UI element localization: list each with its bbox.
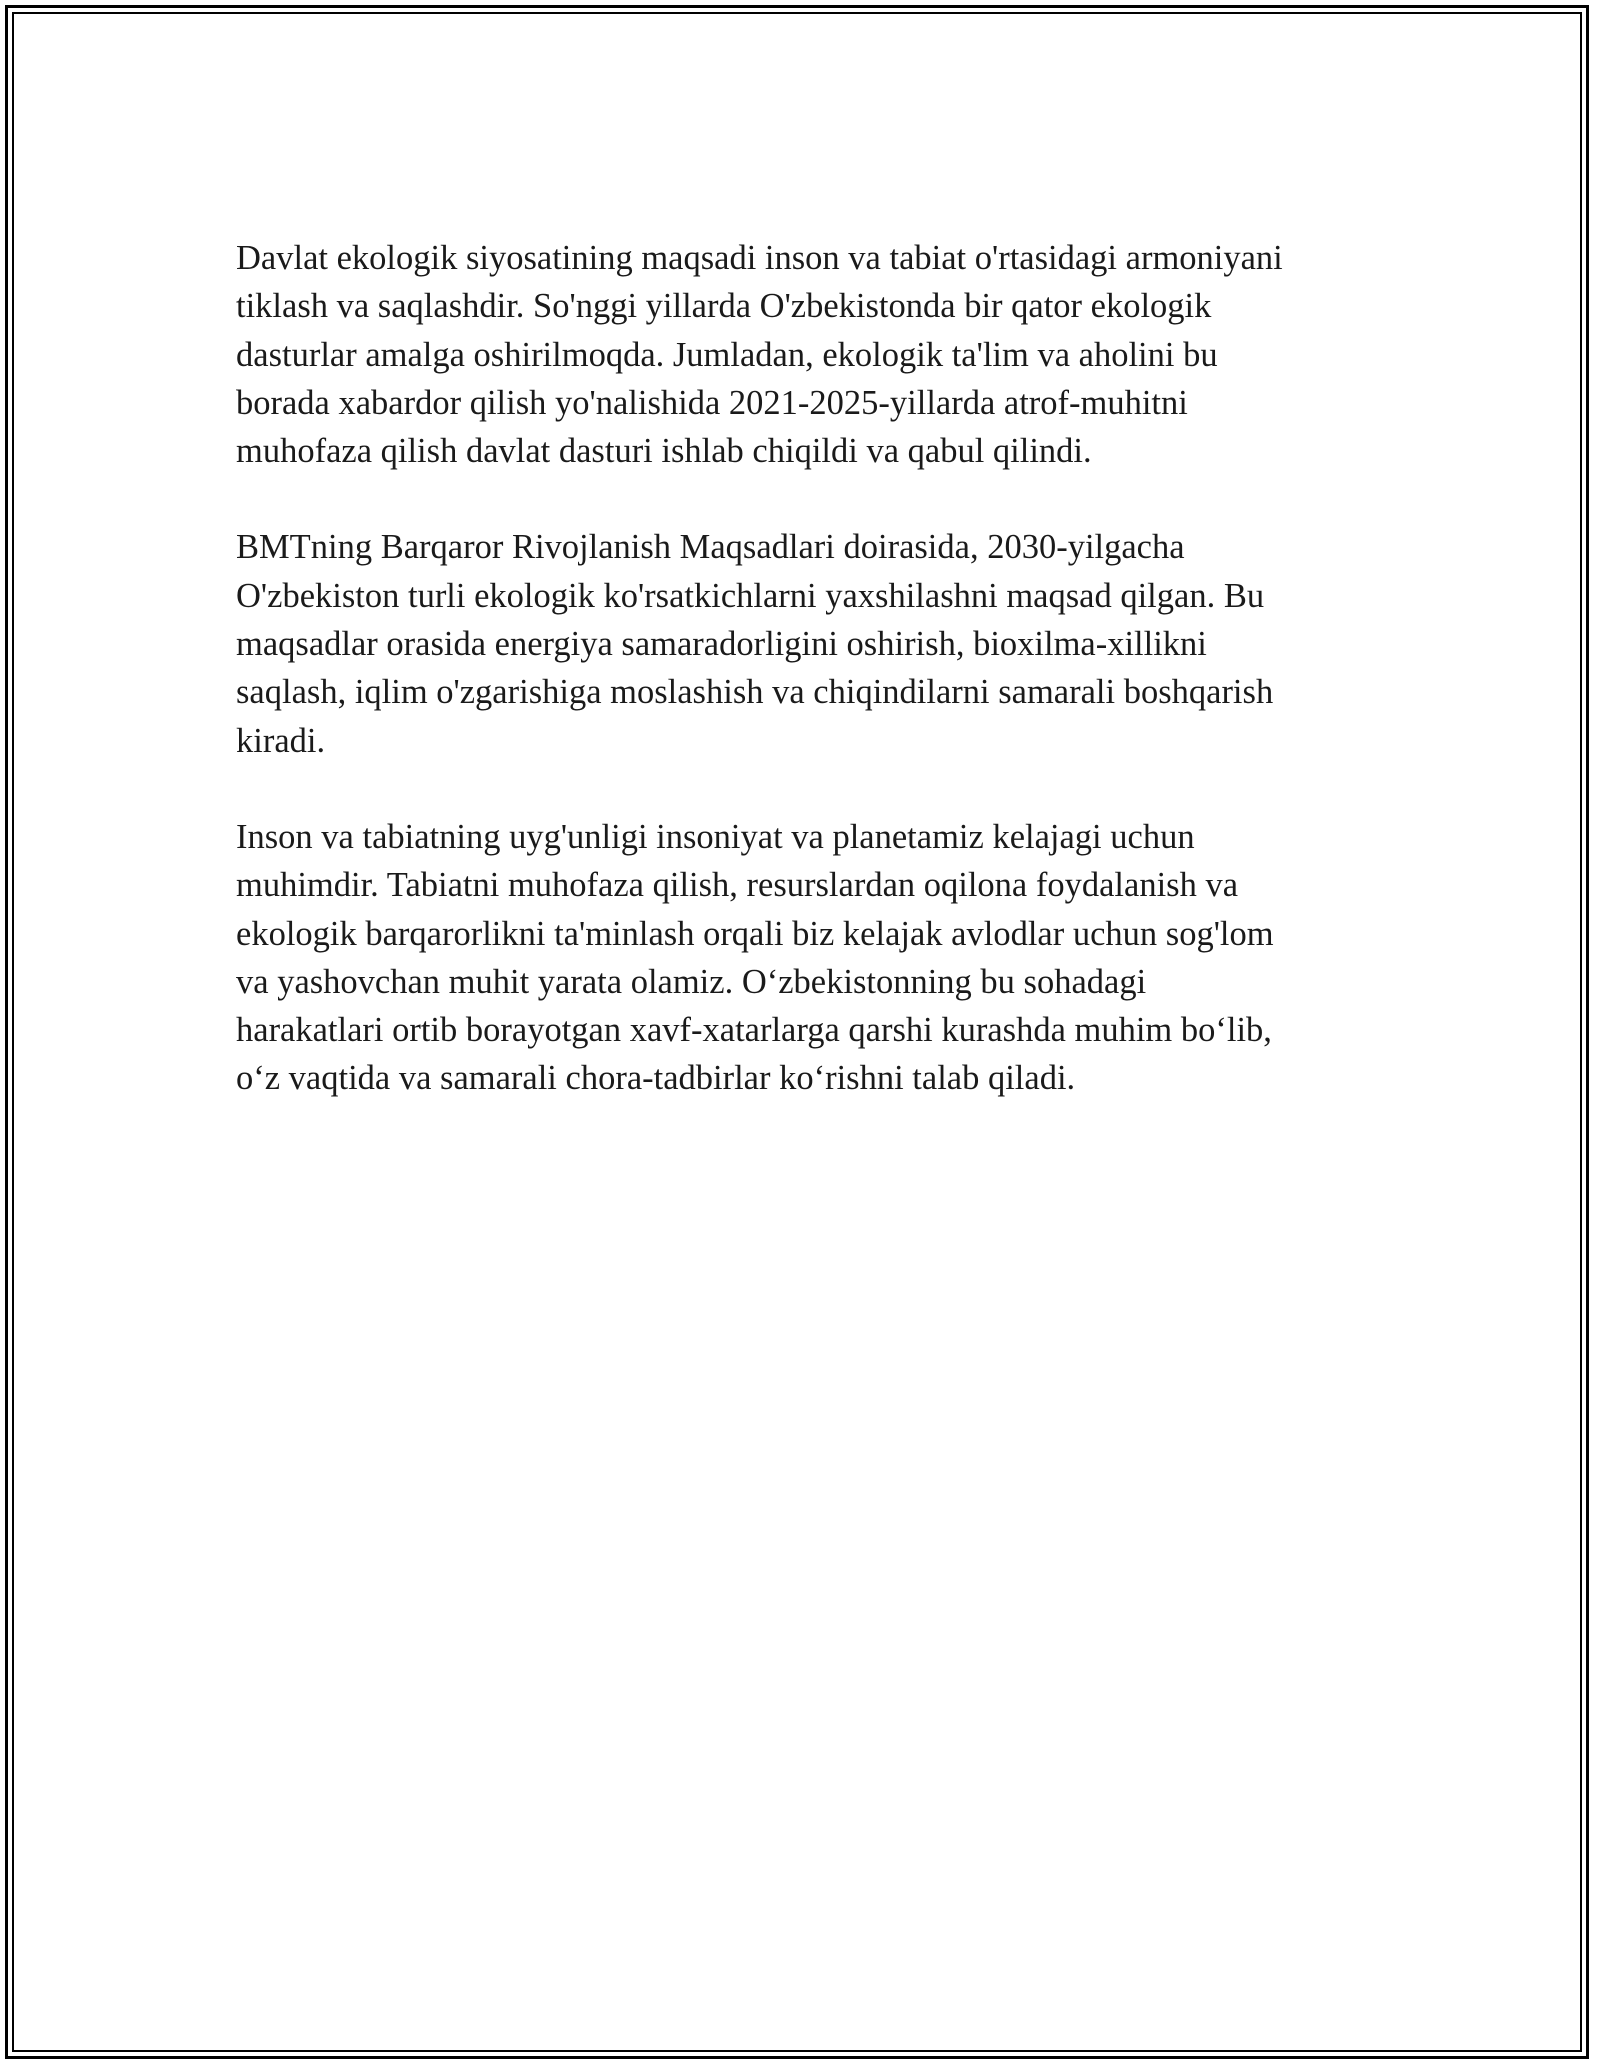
- paragraph-1: Davlat ekologik siyosatining maqsadi inson va tabiat o'rtasidagi armoniyani tiklash va saqlashdir. So'nggi yillarda O'zbekistonda bir qator ekologik dasturlar amalga oshirilmoqda. Jumladan, ekologik ta'lim va aholini bu borada xabardor qilish yo'nalishida 2021-2025-yillarda atrof-muhitni muhofaza qilish davlat dasturi ishlab chiqildi va qabul qilindi.: [236, 239, 1283, 471]
- paragraph-3: Inson va tabiatning uyg'unligi insoniyat va planetamiz kelajagi uchun muhimdir. Tabiatni muhofaza qilish, resurslardan oqilona foydalanish va ekologik barqarorlikni ta'minlash orqali biz kelajak avlodlar uchun sog'lom va yashovchan muhit yarata olamiz. O‘zbekistonning bu sohadagi harakatlari ortib borayotgan xavf-xatarlarga qarshi kurashda muhim bo‘lib, o‘z vaqtida va samarali chora-tadbirlar ko‘rishni talab qiladi.: [236, 817, 1274, 1098]
- paragraph-2: BMTning Barqaror Rivojlanish Maqsadlari doirasida, 2030-yilgacha O'zbekiston turli ekologik ko'rsatkichlarni yaxshilashni maqsad qilgan. Bu maqsadlar orasida energiya samaradorligini oshirish, bioxilma-xillikni saqlash, iqlim o'zgarishiga moslashish va chiqindilarni samarali boshqarish kiradi.: [236, 528, 1274, 760]
- document-body: [236, 234, 1376, 1151]
